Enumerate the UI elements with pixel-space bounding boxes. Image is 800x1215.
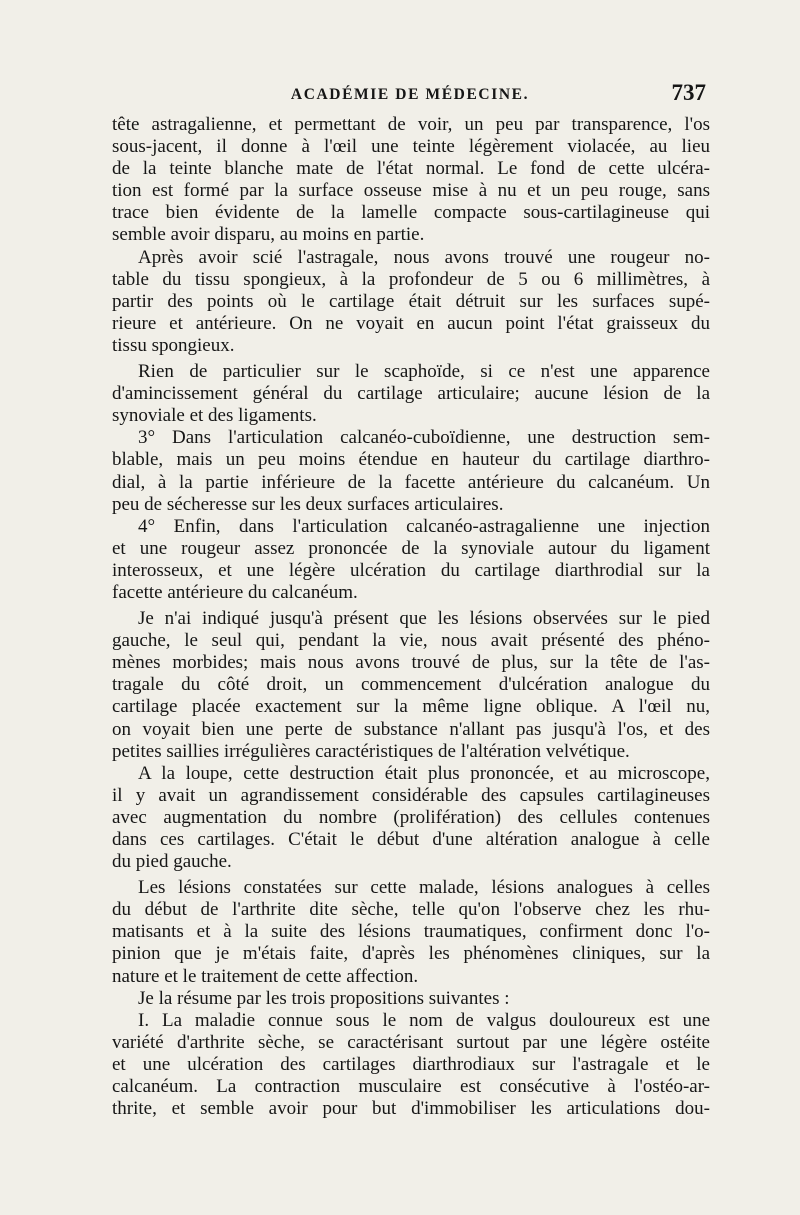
text-line: et une rougeur assez prononcée de la synoviale autour du ligament bbox=[112, 537, 710, 559]
text-line: tion est formé par la surface osseuse mise à nu et un peu rouge, sans bbox=[112, 180, 710, 202]
text-line: tragale du côté droit, un commencement d'ulcération analogue du bbox=[112, 674, 710, 696]
text-line: et une ulcération des cartilages diarthrodiaux sur l'astragale et le bbox=[112, 1053, 710, 1075]
text-line: interosseux, et une légère ulcération du cartilage diarthrodial sur la bbox=[112, 559, 710, 581]
text-line: cartilage placée exactement sur la même ligne oblique. A l'œil nu, bbox=[112, 696, 710, 718]
text-line: rieure et antérieure. On ne voyait en aucun point l'état graisseux du bbox=[112, 312, 710, 334]
text-line: tête astragalienne, et permettant de voir, un peu par transparence, l'os bbox=[112, 114, 710, 135]
text-line: table du tissu spongieux, à la profondeur de 5 ou 6 millimètres, à bbox=[112, 268, 710, 290]
page-header bbox=[110, 80, 710, 112]
text-line: tissu spongieux. bbox=[112, 334, 235, 356]
text-line: petites saillies irrégulières caractéristiques de l'altération velvétique. bbox=[112, 740, 630, 762]
text-line: blable, mais un peu moins étendue en hauteur du cartilage diarthro- bbox=[112, 449, 710, 471]
text-line: nature et le traitement de cette affection. bbox=[112, 965, 419, 987]
text-line: sous-jacent, il donne à l'œil une teinte légèrement violacée, au lieu bbox=[112, 136, 710, 158]
text-line: Après avoir scié l'astragale, nous avons trouvé une rougeur no- bbox=[138, 246, 710, 268]
text-line: Les lésions constatées sur cette malade, lésions analogues à celles bbox=[138, 877, 710, 899]
text-line: Je n'ai indiqué jusqu'à présent que les lésions observées sur le pied bbox=[138, 608, 710, 630]
text-line: 3° Dans l'articulation calcanéo-cuboïdienne, une destruction sem- bbox=[138, 427, 710, 449]
page-number: 737 bbox=[671, 80, 706, 105]
text-line: on voyait bien une perte de substance n'allant pas jusqu'à l'os, et des bbox=[112, 718, 710, 740]
text-line: facette antérieure du calcanéum. bbox=[112, 581, 358, 603]
text-line: de la teinte blanche mate de l'état normal. Le fond de cette ulcéra- bbox=[112, 158, 710, 180]
body-text bbox=[112, 114, 710, 1174]
text-line: gauche, le seul qui, pendant la vie, nous avait présenté des phéno- bbox=[112, 630, 710, 652]
text-line: peu de sécheresse sur les deux surfaces articulaires. bbox=[112, 493, 504, 515]
text-line: matisants et à la suite des lésions traumatiques, confirment donc l'o- bbox=[112, 921, 710, 943]
text-line: pinion que je m'étais faite, d'après les phénomènes cliniques, sur la bbox=[112, 943, 710, 965]
running-head: ACADÉMIE DE MÉDECINE. bbox=[290, 86, 530, 103]
text-line: synoviale et des ligaments. bbox=[112, 405, 317, 427]
text-line: Je la résume par les trois propositions suivantes : bbox=[138, 987, 510, 1009]
text-line: Rien de particulier sur le scaphoïde, si ce n'est une apparence bbox=[138, 361, 710, 383]
text-line: variété d'arthrite sèche, se caractérisant surtout par une légère ostéite bbox=[112, 1031, 710, 1053]
text-line: calcanéum. La contraction musculaire est consécutive à l'ostéo-ar- bbox=[112, 1076, 710, 1098]
text-line: avec augmentation du nombre (prolifération) des cellules contenues bbox=[112, 806, 710, 828]
text-line: I. La maladie connue sous le nom de valgus douloureux est une bbox=[138, 1009, 710, 1031]
text-line: semble avoir disparu, au moins en partie. bbox=[112, 224, 425, 246]
text-line: d'amincissement général du cartilage articulaire; aucune lésion de la bbox=[112, 383, 710, 405]
text-line: dans ces cartilages. C'était le début d'une altération analogue à celle bbox=[112, 829, 710, 850]
text-line: du pied gauche. bbox=[112, 851, 232, 873]
text-line: il y avait un agrandissement considérable des capsules cartilagineuses bbox=[112, 784, 710, 806]
text-line: 4° Enfin, dans l'articulation calcanéo-astragalienne une injection bbox=[138, 515, 710, 537]
text-line: mènes morbides; mais nous avons trouvé de plus, sur la tête de l'as- bbox=[112, 652, 710, 674]
text-line: dial, à la partie inférieure de la facette antérieure du calcanéum. Un bbox=[112, 471, 710, 493]
text-line: thrite, et semble avoir pour but d'immobiliser les articulations dou- bbox=[112, 1098, 710, 1120]
text-line: A la loupe, cette destruction était plus prononcée, et au microscope, bbox=[138, 762, 710, 784]
text-line: trace bien évidente de la lamelle compacte sous-cartilagineuse qui bbox=[112, 202, 710, 224]
text-line: partir des points où le cartilage était détruit sur les surfaces supé- bbox=[112, 290, 710, 312]
text-line: du début de l'arthrite dite sèche, telle qu'on l'observe chez les rhu- bbox=[112, 899, 710, 921]
